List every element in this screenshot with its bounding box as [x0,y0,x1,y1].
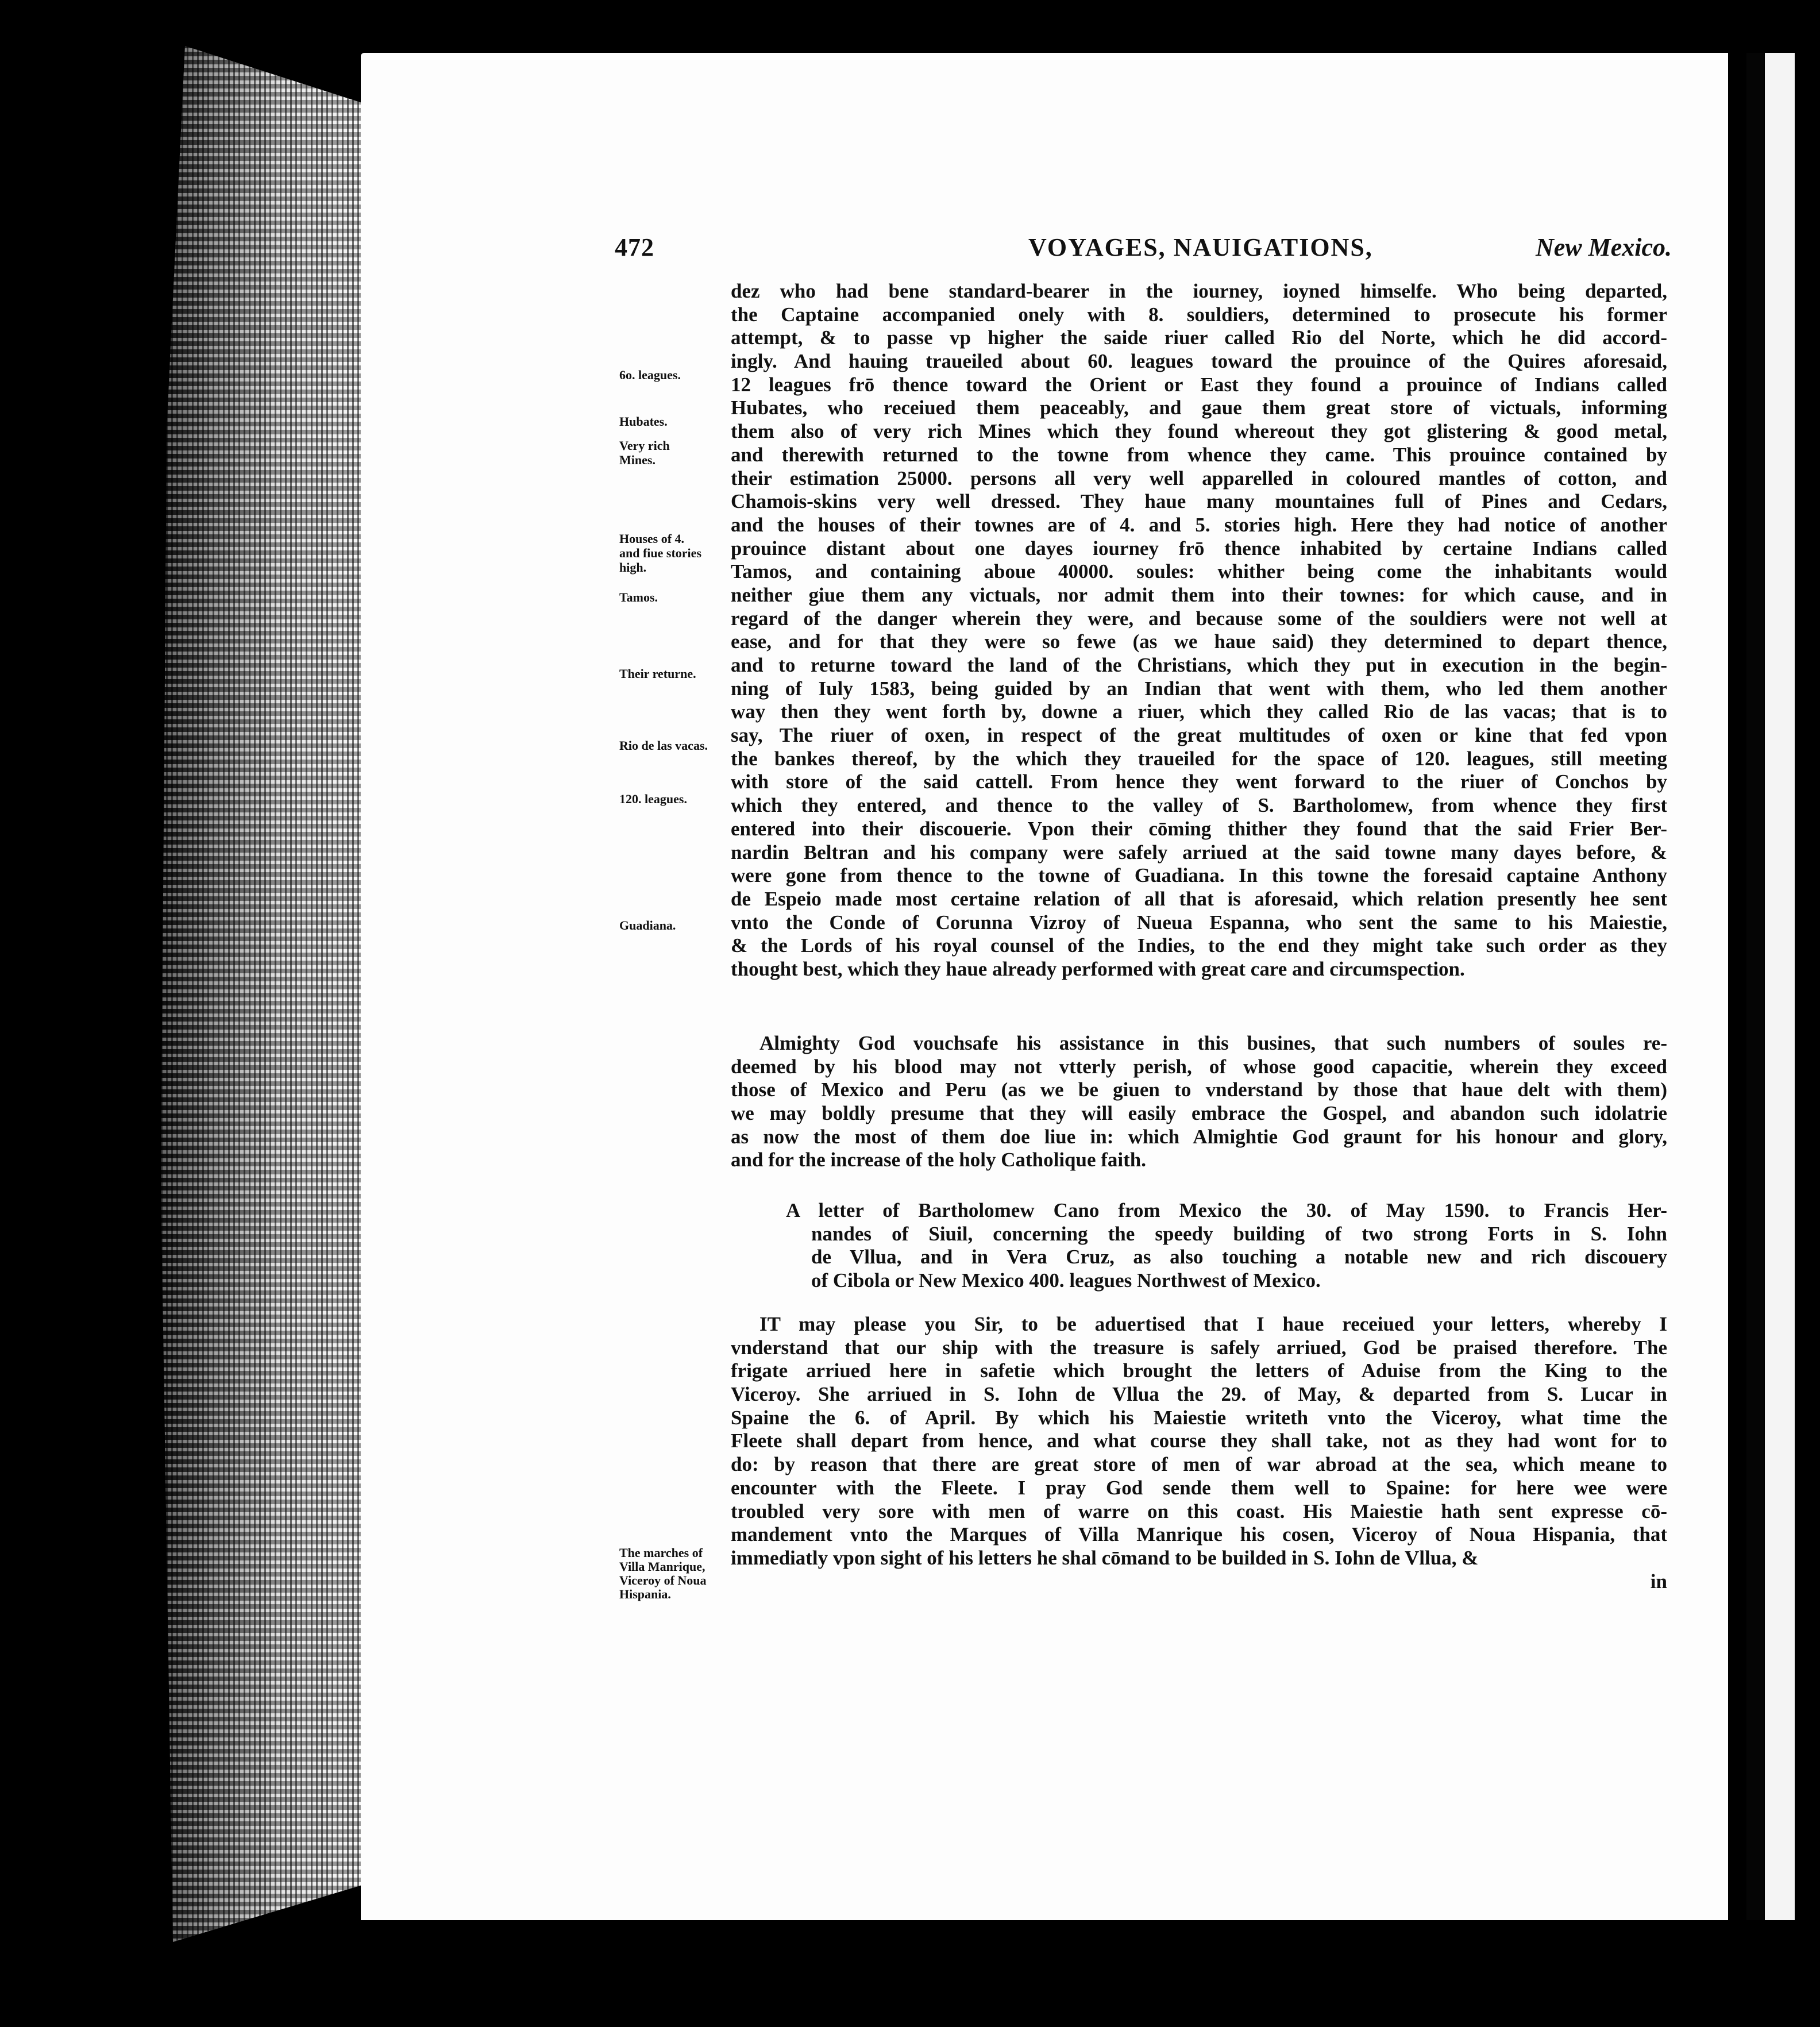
sidenote-hispania: Hispania. [619,1587,671,1601]
text-line: A letter of Bartholomew Cano from Mexico the 30. of May 1590. to Francis Her- [786,1199,1667,1221]
text-line: those of Mexico and Peru (as we be giuen to vnderstand by those that haue delt with them) [731,1078,1667,1101]
text-line: were gone from thence to the towne of Guadiana. In this towne the foresaid captaine Anthony [731,864,1667,887]
main-text-block [731,280,1667,981]
text-line: vnto the Conde of Corunna Vizroy of Nueua Espanna, who sent the same to his Maiestie, [731,911,1667,934]
text-line: thought best, which they haue already performed with great care and circumspection. [731,957,1465,980]
text-line: which they entered, and thence to the valley of S. Bartholomew, from whence they first [731,794,1667,817]
text-line: as now the most of them doe liue in: which Almightie God graunt for his honour and glory, [731,1125,1667,1148]
sidenote-mines: Mines. [619,453,655,467]
text-line: encounter with the Fleete. I pray God sende them well to Spaine: for here wee were [731,1476,1667,1499]
sidenote-their-returne: Their returne. [619,666,696,681]
sidenote-houses: Houses of 4. [619,531,685,546]
sidenote-hubates: Hubates. [619,414,668,429]
text-line: of Cibola or New Mexico 400. leagues Northwest of Mexico. [811,1269,1321,1292]
text-line: dez who had bene standard-bearer in the iourney, ioyned himselfe. Who being departed, [731,280,1667,302]
sidenote-fiue-stories: and fiue stories [619,546,701,560]
text-line: prouince distant about one dayes iourney frō thence inhabited by certaine Indians called [731,537,1667,560]
letter-heading [731,1199,1667,1293]
text-line: and therewith returned to the towne from whence they came. This prouince contained by [731,443,1667,466]
running-title: VOYAGES, NAUIGATIONS, [1028,233,1373,261]
text-line: and the houses of their townes are of 4. and 5. stories high. Here they had notice of another [731,513,1667,536]
sidenote-very-rich: Very rich [619,438,670,453]
text-line: deemed by his blood may not vtterly perish, of whose good capacitie, wherein they exceed [731,1055,1667,1078]
text-line: and to returne toward the land of the Christians, which they put in execution in the begin- [731,654,1667,676]
sidenote-60-leagues: 6o. leagues. [619,368,681,382]
text-line: Fleete shall depart from hence, and what course they shall take, not as they had wont for to [731,1429,1667,1452]
letter-body [731,1313,1667,1593]
text-line: the bankes thereof, by the which they traueiled for the space of 120. leagues, still meeting [731,747,1667,770]
text-line: & the Lords of his royal counsel of the Indies, to the end they might take such order as they [731,934,1667,957]
text-line: do: by reason that there are great store of men of war abroad at the sea, which meane to [731,1453,1667,1476]
text-line: Tamos, and containing aboue 40000. soules: whither being come the inhabitants would [731,560,1667,583]
text-line: de Espeio made most certaine relation of all that is aforesaid, which relation presently hee sent [731,887,1667,910]
text-line: IT may please you Sir, to be aduertised that I haue receiued your letters, whereby I [759,1313,1667,1335]
text-line: with store of the said cattell. From hence they went forward to the riuer of Conchos by [731,770,1667,793]
text-line: Viceroy. She arriued in S. Iohn de Vllua the 29. of May, & departed from S. Lucar in [731,1383,1667,1406]
text-line: say, The riuer of oxen, in respect of the great multitudes of oxen or kine that fed vpon [731,724,1667,747]
sidenote-rio-de-las-vacas: Rio de las vacas. [619,738,708,753]
text-line: Almighty God vouchsafe his assistance in this busines, that such numbers of soules re- [759,1032,1667,1054]
sidenote-high: high. [619,560,647,575]
text-line: troubled very sore with men of warre on this coast. His Maiestie hath sent expresse cō- [731,1500,1667,1523]
text-line: Spaine the 6. of April. By which his Maiestie writeth vnto the Viceroy, what time the [731,1406,1667,1429]
text-line: the Captaine accompanied onely with 8. souldiers, determined to prosecute his former [731,303,1667,326]
sidenote-villa-manrique: Villa Manrique, [619,1559,705,1574]
text-line: regard of the danger wherein they were, and because some of the souldiers were not well at [731,607,1667,630]
text-line: frigate arriued here in safetie which brought the letters of Aduise from the King to the [731,1359,1667,1382]
text-line: 12 leagues frō thence toward the Orient or East they found a prouince of Indians called [731,373,1667,396]
text-line: Chamois-skins very well dressed. They haue many mountaines full of Pines and Cedars, [731,490,1667,513]
text-line: ease, and for that they were so fewe (as we haue said) they determined to depart thence, [731,630,1667,653]
text-line: in [1650,1570,1667,1593]
text-line: ingly. And hauing traueiled about 60. leagues toward the prouince of the Quires aforesaid, [731,350,1667,373]
running-region: New Mexico. [1535,233,1672,261]
sidenote-viceroy: Viceroy of Noua [619,1573,707,1587]
page-gutter-shadow [1746,53,1764,1920]
sidenote-120-leagues: 120. leagues. [619,792,687,806]
text-line: we may boldly presume that they will easily embrace the Gospel, and abandon such idolatrie [731,1102,1667,1125]
text-line: de Vllua, and in Vera Cruz, as also touching a notable new and rich discouery [811,1246,1667,1269]
sidenote-guadiana: Guadiana. [619,918,676,932]
text-line: nardin Beltran and his company were safely arriued at the said towne many dayes before, & [731,841,1667,864]
text-line: their estimation 25000. persons all very well apparelled in coloured mantles of cotton, and [731,467,1667,490]
text-line: nandes of Siuil, concerning the speedy building of two strong Forts in S. Iohn [811,1222,1667,1245]
book-fore-edge [161,46,362,1942]
closing-prayer-paragraph [731,1032,1667,1172]
text-line: and for the increase of the holy Catholique faith. [731,1149,1147,1172]
text-line: entered into their discouerie. Vpon their cōming thither they found that the said Frier Ber- [731,817,1667,840]
text-line: ning of Iuly 1583, being guided by an Indian that went with them, who led them another [731,677,1667,700]
text-line: immediatly vpon sight of his letters he shal cōmand to be builded in S. Iohn de Vllua, & [731,1546,1479,1569]
running-head [615,233,1672,273]
text-line: way then they went forth by, downe a riuer, which they called Rio de las vacas; that is to [731,700,1667,723]
text-line: them also of very rich Mines which they found whereout they got glistering & good metal, [731,420,1667,443]
page-number: 472 [615,233,654,261]
facing-page-edge [1765,53,1795,1920]
sidenote-marches: The marches of [619,1546,703,1560]
text-line: attempt, & to passe vp higher the saide riuer called Rio del Norte, which he did accord- [731,326,1667,349]
text-line: mandement vnto the Marques of Villa Manrique his cosen, Viceroy of Noua Hispania, that [731,1523,1667,1546]
text-line: vnderstand that our ship with the treasure is safely arriued, God be praised therefore. The [731,1336,1667,1359]
text-line: Hubates, who receiued them peaceably, and gaue them great store of victuals, informing [731,396,1667,419]
sidenote-tamos: Tamos. [619,590,658,604]
text-line: neither giue them any victuals, nor admit them into their townes: for which cause, and in [731,583,1667,606]
